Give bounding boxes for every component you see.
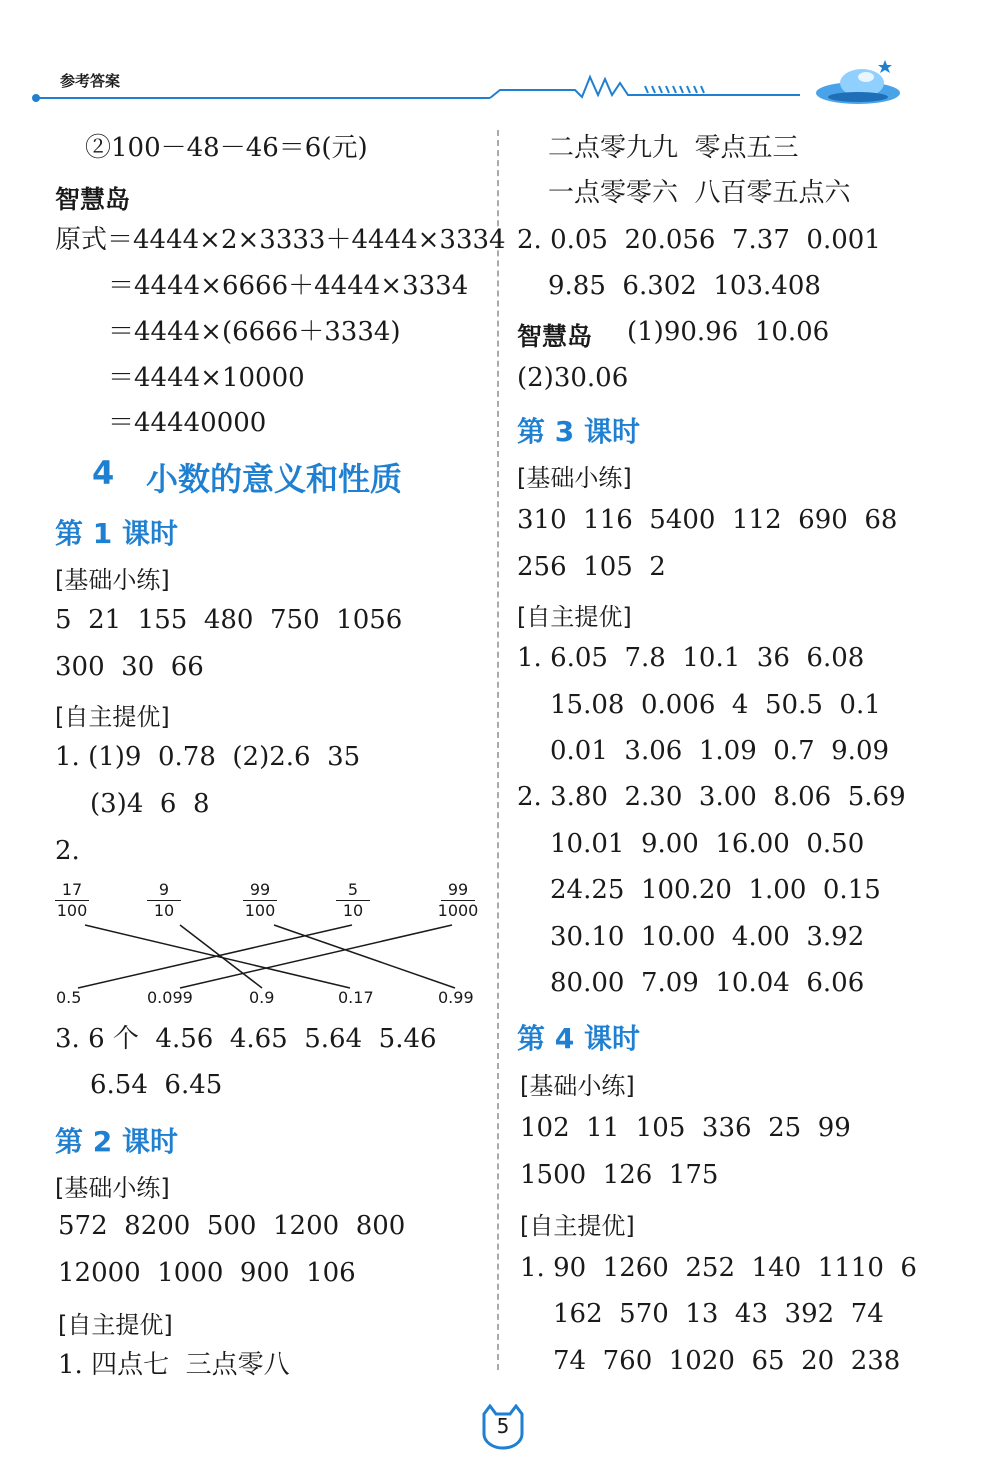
decimal-2: 0.099 <box>147 988 193 1007</box>
zhihui-heading-right: 智慧岛 <box>517 322 593 351</box>
chapter-title: 小数的意义和性质 <box>146 460 403 498</box>
right-line-1: 二点零九九 零点五三 <box>548 133 799 163</box>
header-label: 参考答案 <box>60 72 121 90</box>
decimal-1: 0.5 <box>56 988 82 1007</box>
zhihui-heading-left: 智慧岛 <box>55 185 131 214</box>
lesson-2-jichu-line-2: 12000 1000 900 106 <box>58 1258 356 1288</box>
fraction-1-num: 17 <box>61 880 83 899</box>
lesson-3-zizhu-line-5: 10.01 9.00 16.00 0.50 <box>550 829 865 859</box>
lesson-3-zizhu-label: [自主提优] <box>517 603 632 631</box>
right-line-2: 一点零零六 八百零五点六 <box>548 178 851 208</box>
zhihui-right-answer-2: (2)30.06 <box>517 363 629 393</box>
fraction-5-num: 99 <box>447 880 469 899</box>
lesson-1-zizhu-line-1: 1. (1)9 0.78 (2)2.6 35 <box>55 742 361 772</box>
decimal-5: 0.99 <box>438 988 474 1007</box>
lesson-1-jichu-label: [基础小练] <box>55 566 170 594</box>
lesson-1-zizhu-line-3: 2. <box>55 836 80 866</box>
lesson-4-zizhu-line-2: 162 570 13 43 392 74 <box>553 1299 884 1329</box>
lesson-3-zizhu-line-8: 80.00 7.09 10.04 6.06 <box>550 968 865 998</box>
lesson-4-heading: 第 4 课时 <box>517 1022 640 1055</box>
lesson-2-zizhu-label: [自主提优] <box>58 1311 173 1339</box>
lesson-3-jichu-line-2: 256 105 2 <box>517 552 666 582</box>
lesson-1-zizhu-label: [自主提优] <box>55 703 170 731</box>
lesson-2-jichu-line-1: 572 8200 500 1200 800 <box>58 1211 406 1241</box>
lesson-1-q3-line-2: 6.54 6.45 <box>90 1070 223 1100</box>
lesson-3-zizhu-line-4: 2. 3.80 2.30 3.00 8.06 5.69 <box>517 782 906 812</box>
lesson-4-zizhu-line-1: 1. 90 1260 252 140 1110 6 <box>520 1253 917 1283</box>
calc-line-5: ＝44440000 <box>108 408 267 438</box>
fraction-5-den: 1000 <box>437 901 479 920</box>
lesson-4-zizhu-label: [自主提优] <box>520 1212 635 1240</box>
lesson-4-jichu-line-1: 102 11 105 336 25 99 <box>520 1113 851 1143</box>
right-line-4: 9.85 6.302 103.408 <box>548 271 821 301</box>
lesson-3-jichu-label: [基础小练] <box>517 464 632 492</box>
lesson-1-q3-line-1: 3. 6 个 4.56 4.65 5.64 5.46 <box>55 1024 437 1054</box>
lesson-4-zizhu-line-3: 74 760 1020 65 20 238 <box>553 1346 901 1376</box>
lesson-3-jichu-line-1: 310 116 5400 112 690 68 <box>517 505 898 535</box>
lesson-1-jichu-line-2: 300 30 66 <box>55 652 204 682</box>
fraction-3-num: 99 <box>249 880 271 899</box>
calc-line-1: 原式＝4444×2×3333＋4444×3334 <box>55 225 506 255</box>
fraction-3-den: 100 <box>244 901 276 920</box>
right-line-3: 2. 0.05 20.056 7.37 0.001 <box>517 225 881 255</box>
lesson-4-jichu-label: [基础小练] <box>520 1072 635 1100</box>
lesson-2-jichu-label: [基础小练] <box>55 1174 170 1202</box>
lesson-3-zizhu-line-6: 24.25 100.20 1.00 0.15 <box>550 875 881 905</box>
left-line-1: ②100－48－46＝6(元) <box>85 133 368 163</box>
fraction-2-num: 9 <box>158 880 170 899</box>
fraction-4-den: 10 <box>342 901 364 920</box>
fraction-2-den: 10 <box>153 901 175 920</box>
zhihui-right-answer-1: (1)90.96 10.06 <box>627 317 830 347</box>
calc-line-2: ＝4444×6666＋4444×3334 <box>108 271 469 301</box>
calc-line-3: ＝4444×(6666＋3334) <box>108 317 401 347</box>
lesson-3-zizhu-line-1: 1. 6.05 7.8 10.1 36 6.08 <box>517 643 865 673</box>
lesson-3-heading: 第 3 课时 <box>517 415 640 448</box>
lesson-3-zizhu-line-2: 15.08 0.006 4 50.5 0.1 <box>550 690 881 720</box>
lesson-4-jichu-line-2: 1500 126 175 <box>520 1160 719 1190</box>
lesson-1-heading: 第 1 课时 <box>55 517 178 550</box>
lesson-1-jichu-line-1: 5 21 155 480 750 1056 <box>55 605 403 635</box>
lesson-3-zizhu-line-7: 30.10 10.00 4.00 3.92 <box>550 922 865 952</box>
calc-line-4: ＝4444×10000 <box>108 363 305 393</box>
lesson-3-zizhu-line-3: 0.01 3.06 1.09 0.7 9.09 <box>550 736 890 766</box>
fraction-4-num: 5 <box>347 880 359 899</box>
lesson-2-zizhu-line-1: 1. 四点七 三点零八 <box>58 1350 290 1380</box>
decimal-3: 0.9 <box>249 988 275 1007</box>
fraction-1-den: 100 <box>56 901 88 920</box>
lesson-1-zizhu-line-2: (3)4 6 8 <box>90 789 210 819</box>
decimal-4: 0.17 <box>338 988 374 1007</box>
chapter-number: 4 <box>92 454 115 492</box>
page-number: 5 <box>496 1414 510 1438</box>
lesson-2-heading: 第 2 课时 <box>55 1125 178 1158</box>
